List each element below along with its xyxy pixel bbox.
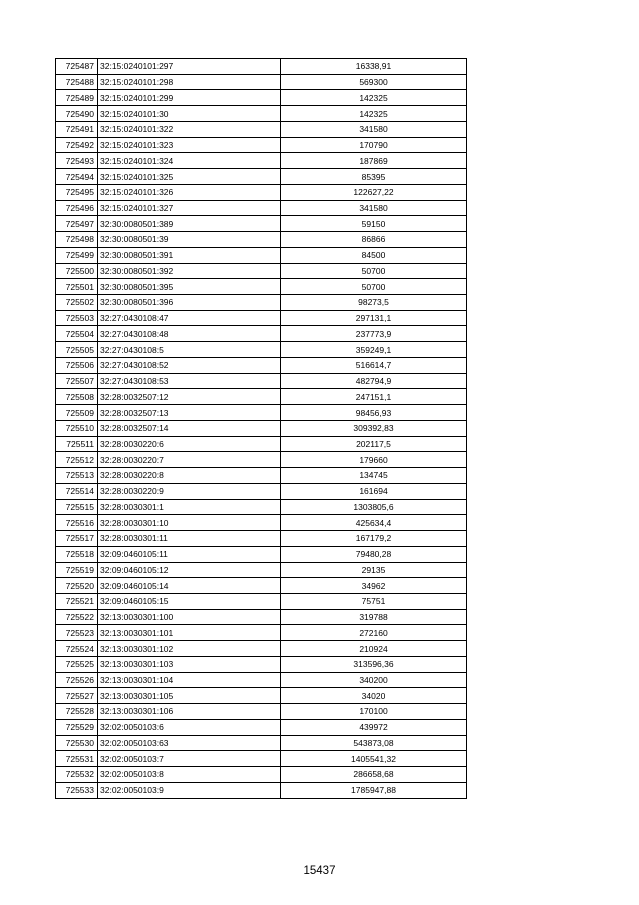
cadastral-number-cell: 32:28:0030301:11 — [98, 531, 281, 547]
table-row — [56, 468, 467, 484]
cadastral-number-cell: 32:30:0080501:389 — [98, 216, 281, 232]
cadastral-number-cell: 32:02:0050103:9 — [98, 782, 281, 798]
table-row — [56, 483, 467, 499]
row-number-cell: 725529 — [56, 719, 98, 735]
cadastral-number-cell: 32:28:0032507:13 — [98, 405, 281, 421]
value-cell: 319788 — [281, 609, 467, 625]
value-cell: 439972 — [281, 719, 467, 735]
row-number-cell: 725528 — [56, 704, 98, 720]
value-cell: 297131,1 — [281, 310, 467, 326]
value-cell: 142325 — [281, 106, 467, 122]
row-number-cell: 725502 — [56, 295, 98, 311]
row-number-cell: 725524 — [56, 641, 98, 657]
row-number-cell: 725508 — [56, 389, 98, 405]
value-cell: 1303805,6 — [281, 499, 467, 515]
value-cell: 170790 — [281, 137, 467, 153]
table-row — [56, 153, 467, 169]
value-cell: 1785947,88 — [281, 782, 467, 798]
value-cell: 84500 — [281, 247, 467, 263]
table-row — [56, 106, 467, 122]
value-cell: 247151,1 — [281, 389, 467, 405]
table-row — [56, 137, 467, 153]
table-row — [56, 184, 467, 200]
value-cell: 340200 — [281, 672, 467, 688]
row-number-cell: 725518 — [56, 546, 98, 562]
row-number-cell: 725511 — [56, 436, 98, 452]
value-cell: 482794,9 — [281, 373, 467, 389]
table-row — [56, 200, 467, 216]
table-row — [56, 767, 467, 783]
value-cell: 86866 — [281, 232, 467, 248]
row-number-cell: 725522 — [56, 609, 98, 625]
table-row — [56, 672, 467, 688]
table-row — [56, 310, 467, 326]
table-row — [56, 704, 467, 720]
value-cell: 79480,28 — [281, 546, 467, 562]
row-number-cell: 725506 — [56, 357, 98, 373]
table-row — [56, 656, 467, 672]
value-cell: 286658,68 — [281, 767, 467, 783]
value-cell: 341580 — [281, 121, 467, 137]
table-row — [56, 216, 467, 232]
table-row — [56, 90, 467, 106]
value-cell: 170100 — [281, 704, 467, 720]
value-cell: 161694 — [281, 483, 467, 499]
table-row — [56, 389, 467, 405]
cadastral-number-cell: 32:15:0240101:324 — [98, 153, 281, 169]
table-row — [56, 515, 467, 531]
row-number-cell: 725526 — [56, 672, 98, 688]
cadastral-number-cell: 32:15:0240101:299 — [98, 90, 281, 106]
cadastral-number-cell: 32:28:0030220:9 — [98, 483, 281, 499]
cadastral-number-cell: 32:15:0240101:322 — [98, 121, 281, 137]
value-cell: 359249,1 — [281, 342, 467, 358]
cadastral-number-cell: 32:30:0080501:39 — [98, 232, 281, 248]
cadastral-number-cell: 32:27:0430108:53 — [98, 373, 281, 389]
row-number-cell: 725505 — [56, 342, 98, 358]
row-number-cell: 725499 — [56, 247, 98, 263]
value-cell: 16338,91 — [281, 59, 467, 75]
value-cell: 569300 — [281, 74, 467, 90]
value-cell: 313596,36 — [281, 656, 467, 672]
value-cell: 187869 — [281, 153, 467, 169]
row-number-cell: 725504 — [56, 326, 98, 342]
value-cell: 543873,08 — [281, 735, 467, 751]
table-row — [56, 751, 467, 767]
page-number: 15437 — [303, 865, 336, 877]
row-number-cell: 725495 — [56, 184, 98, 200]
value-cell: 179660 — [281, 452, 467, 468]
value-cell: 85395 — [281, 169, 467, 185]
row-number-cell: 725512 — [56, 452, 98, 468]
table-row — [56, 452, 467, 468]
value-cell: 167179,2 — [281, 531, 467, 547]
table-row — [56, 499, 467, 515]
cadastral-number-cell: 32:28:0032507:14 — [98, 420, 281, 436]
value-cell: 272160 — [281, 625, 467, 641]
table-row — [56, 247, 467, 263]
row-number-cell: 725500 — [56, 263, 98, 279]
value-cell: 98456,93 — [281, 405, 467, 421]
value-cell: 34962 — [281, 578, 467, 594]
table-row — [56, 531, 467, 547]
value-cell: 1405541,32 — [281, 751, 467, 767]
row-number-cell: 725503 — [56, 310, 98, 326]
row-number-cell: 725507 — [56, 373, 98, 389]
row-number-cell: 725521 — [56, 593, 98, 609]
table-row — [56, 59, 467, 75]
value-cell: 425634,4 — [281, 515, 467, 531]
table-row — [56, 420, 467, 436]
table-row — [56, 74, 467, 90]
cadastral-number-cell: 32:28:0030301:10 — [98, 515, 281, 531]
row-number-cell: 725494 — [56, 169, 98, 185]
value-cell: 50700 — [281, 279, 467, 295]
row-number-cell: 725530 — [56, 735, 98, 751]
data-table — [55, 58, 467, 799]
table-row — [56, 546, 467, 562]
table-row — [56, 641, 467, 657]
row-number-cell: 725510 — [56, 420, 98, 436]
table-row — [56, 373, 467, 389]
cadastral-number-cell: 32:15:0240101:298 — [98, 74, 281, 90]
table-row — [56, 578, 467, 594]
cadastral-number-cell: 32:02:0050103:63 — [98, 735, 281, 751]
cadastral-number-cell: 32:27:0430108:5 — [98, 342, 281, 358]
value-cell: 75751 — [281, 593, 467, 609]
cadastral-number-cell: 32:27:0430108:52 — [98, 357, 281, 373]
row-number-cell: 725492 — [56, 137, 98, 153]
cadastral-number-cell: 32:09:0460105:11 — [98, 546, 281, 562]
value-cell: 210924 — [281, 641, 467, 657]
row-number-cell: 725501 — [56, 279, 98, 295]
row-number-cell: 725497 — [56, 216, 98, 232]
cadastral-number-cell: 32:27:0430108:47 — [98, 310, 281, 326]
row-number-cell: 725513 — [56, 468, 98, 484]
table-row — [56, 326, 467, 342]
table-row — [56, 562, 467, 578]
cadastral-number-cell: 32:13:0030301:100 — [98, 609, 281, 625]
cadastral-number-cell: 32:30:0080501:392 — [98, 263, 281, 279]
row-number-cell: 725515 — [56, 499, 98, 515]
table-row — [56, 279, 467, 295]
cadastral-number-cell: 32:02:0050103:8 — [98, 767, 281, 783]
row-number-cell: 725493 — [56, 153, 98, 169]
table-row — [56, 436, 467, 452]
row-number-cell: 725489 — [56, 90, 98, 106]
value-cell: 29135 — [281, 562, 467, 578]
value-cell: 142325 — [281, 90, 467, 106]
cadastral-number-cell: 32:15:0240101:326 — [98, 184, 281, 200]
row-number-cell: 725533 — [56, 782, 98, 798]
cadastral-number-cell: 32:13:0030301:106 — [98, 704, 281, 720]
table-row — [56, 405, 467, 421]
cadastral-number-cell: 32:30:0080501:395 — [98, 279, 281, 295]
table-row — [56, 342, 467, 358]
cadastral-number-cell: 32:09:0460105:12 — [98, 562, 281, 578]
row-number-cell: 725488 — [56, 74, 98, 90]
value-cell: 98273,5 — [281, 295, 467, 311]
table-row — [56, 609, 467, 625]
row-number-cell: 725496 — [56, 200, 98, 216]
row-number-cell: 725519 — [56, 562, 98, 578]
row-number-cell: 725527 — [56, 688, 98, 704]
row-number-cell: 725509 — [56, 405, 98, 421]
cadastral-number-cell: 32:30:0080501:391 — [98, 247, 281, 263]
table-row — [56, 625, 467, 641]
value-cell: 202117,5 — [281, 436, 467, 452]
value-cell: 34020 — [281, 688, 467, 704]
row-number-cell: 725520 — [56, 578, 98, 594]
row-number-cell: 725491 — [56, 121, 98, 137]
cadastral-number-cell: 32:15:0240101:30 — [98, 106, 281, 122]
cadastral-number-cell: 32:28:0030220:7 — [98, 452, 281, 468]
cadastral-number-cell: 32:13:0030301:105 — [98, 688, 281, 704]
cadastral-number-cell: 32:02:0050103:6 — [98, 719, 281, 735]
value-cell: 516614,7 — [281, 357, 467, 373]
value-cell: 134745 — [281, 468, 467, 484]
row-number-cell: 725514 — [56, 483, 98, 499]
value-cell: 309392,83 — [281, 420, 467, 436]
cadastral-number-cell: 32:09:0460105:14 — [98, 578, 281, 594]
value-cell: 237773,9 — [281, 326, 467, 342]
value-cell: 122627,22 — [281, 184, 467, 200]
cadastral-number-cell: 32:28:0030220:8 — [98, 468, 281, 484]
row-number-cell: 725498 — [56, 232, 98, 248]
cadastral-number-cell: 32:13:0030301:104 — [98, 672, 281, 688]
cadastral-number-cell: 32:13:0030301:102 — [98, 641, 281, 657]
row-number-cell: 725516 — [56, 515, 98, 531]
row-number-cell: 725490 — [56, 106, 98, 122]
table-row — [56, 295, 467, 311]
cadastral-number-cell: 32:28:0030301:1 — [98, 499, 281, 515]
table-row — [56, 232, 467, 248]
cadastral-number-cell: 32:15:0240101:327 — [98, 200, 281, 216]
cadastral-number-cell: 32:02:0050103:7 — [98, 751, 281, 767]
row-number-cell: 725523 — [56, 625, 98, 641]
value-cell: 341580 — [281, 200, 467, 216]
value-cell: 59150 — [281, 216, 467, 232]
table-row — [56, 121, 467, 137]
row-number-cell: 725517 — [56, 531, 98, 547]
row-number-cell: 725525 — [56, 656, 98, 672]
table-row — [56, 735, 467, 751]
cadastral-number-cell: 32:15:0240101:297 — [98, 59, 281, 75]
table-row — [56, 719, 467, 735]
cadastral-number-cell: 32:27:0430108:48 — [98, 326, 281, 342]
table-row — [56, 169, 467, 185]
row-number-cell: 725487 — [56, 59, 98, 75]
row-number-cell: 725532 — [56, 767, 98, 783]
cadastral-number-cell: 32:30:0080501:396 — [98, 295, 281, 311]
cadastral-number-cell: 32:28:0032507:12 — [98, 389, 281, 405]
cadastral-number-cell: 32:15:0240101:323 — [98, 137, 281, 153]
cadastral-number-cell: 32:15:0240101:325 — [98, 169, 281, 185]
value-cell: 50700 — [281, 263, 467, 279]
cadastral-number-cell: 32:09:0460105:15 — [98, 593, 281, 609]
table-row — [56, 263, 467, 279]
table-row — [56, 593, 467, 609]
cadastral-number-cell: 32:28:0030220:6 — [98, 436, 281, 452]
table-row — [56, 688, 467, 704]
cadastral-number-cell: 32:13:0030301:103 — [98, 656, 281, 672]
row-number-cell: 725531 — [56, 751, 98, 767]
table-row — [56, 782, 467, 798]
data-table-body — [56, 59, 467, 799]
cadastral-number-cell: 32:13:0030301:101 — [98, 625, 281, 641]
table-row — [56, 357, 467, 373]
